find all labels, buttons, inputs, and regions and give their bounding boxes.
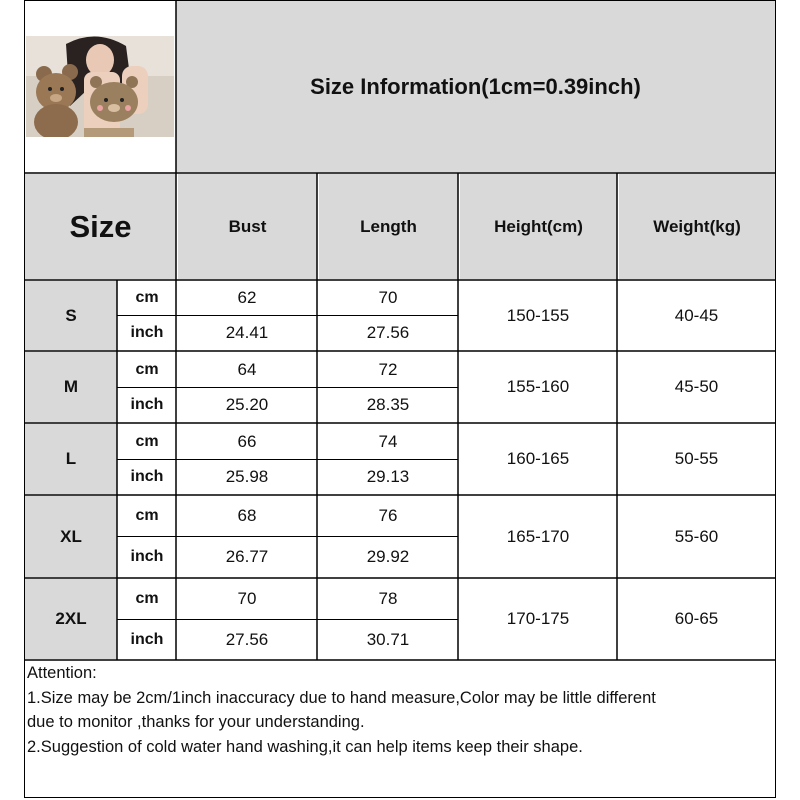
weight-range: 55-60 bbox=[674, 526, 719, 546]
attention-notes bbox=[27, 661, 772, 759]
bust-cm: 66 bbox=[237, 431, 257, 451]
size-label-l: L bbox=[25, 424, 117, 494]
size-label-2xl: 2XL bbox=[25, 579, 117, 659]
bust-cm: 64 bbox=[237, 359, 257, 379]
length-cm: 74 bbox=[378, 431, 398, 451]
unit-inch: inch bbox=[130, 396, 164, 413]
bust-inch: 24.41 bbox=[225, 323, 269, 342]
unit-cm: cm bbox=[135, 507, 159, 524]
page-title: Size Information(1cm=0.39inch) bbox=[310, 73, 641, 99]
size-label-xl: XL bbox=[25, 496, 117, 577]
unit-inch: inch bbox=[130, 630, 164, 648]
bust-inch: 25.20 bbox=[225, 395, 269, 414]
notes-line-3: 2.Suggestion of cold water hand washing,it can help items keep their shape. bbox=[27, 737, 583, 756]
bust-cm: 62 bbox=[237, 288, 257, 307]
length-inch: 27.56 bbox=[366, 323, 410, 342]
length-cm: 70 bbox=[378, 288, 398, 307]
unit-cm: cm bbox=[135, 289, 159, 306]
unit-cm: cm bbox=[135, 432, 159, 450]
bust-cm: 68 bbox=[237, 506, 257, 525]
length-inch: 30.71 bbox=[366, 629, 410, 649]
unit-inch: inch bbox=[130, 468, 164, 485]
height-range: 155-160 bbox=[506, 377, 570, 396]
unit-cm: cm bbox=[135, 590, 159, 607]
height-range: 150-155 bbox=[506, 305, 570, 325]
bust-inch: 27.56 bbox=[225, 629, 269, 649]
unit-inch: inch bbox=[130, 548, 164, 565]
notes-line-2: due to monitor ,thanks for your understanding. bbox=[27, 713, 365, 731]
size-label-s: S bbox=[25, 281, 117, 350]
weight-range: 40-45 bbox=[674, 305, 719, 325]
unit-inch: inch bbox=[130, 324, 164, 341]
height-range: 170-175 bbox=[506, 609, 570, 628]
weight-range: 45-50 bbox=[674, 377, 719, 396]
header-weight: Weight(kg) bbox=[619, 174, 775, 279]
notes-line-1: 1.Size may be 2cm/1inch inaccuracy due to hand measure,Color may be little different bbox=[27, 688, 656, 707]
notes-heading: Attention: bbox=[27, 664, 97, 682]
weight-range: 60-65 bbox=[674, 609, 719, 628]
header-size: Size bbox=[25, 174, 176, 279]
unit-cm: cm bbox=[135, 360, 159, 378]
size-label-m: M bbox=[25, 352, 117, 422]
header-height: Height(cm) bbox=[460, 174, 617, 279]
bust-cm: 70 bbox=[237, 589, 257, 608]
height-range: 165-170 bbox=[506, 526, 570, 546]
length-cm: 72 bbox=[378, 359, 398, 379]
bust-inch: 26.77 bbox=[225, 547, 269, 566]
length-cm: 76 bbox=[378, 506, 398, 525]
bust-inch: 25.98 bbox=[225, 467, 269, 486]
length-inch: 28.35 bbox=[366, 395, 410, 414]
header-bust: Bust bbox=[178, 174, 317, 279]
weight-range: 50-55 bbox=[674, 449, 719, 468]
length-inch: 29.92 bbox=[366, 547, 410, 566]
header-length: Length bbox=[319, 174, 458, 279]
height-range: 160-165 bbox=[506, 449, 570, 468]
length-inch: 29.13 bbox=[366, 467, 410, 486]
length-cm: 78 bbox=[378, 589, 398, 608]
